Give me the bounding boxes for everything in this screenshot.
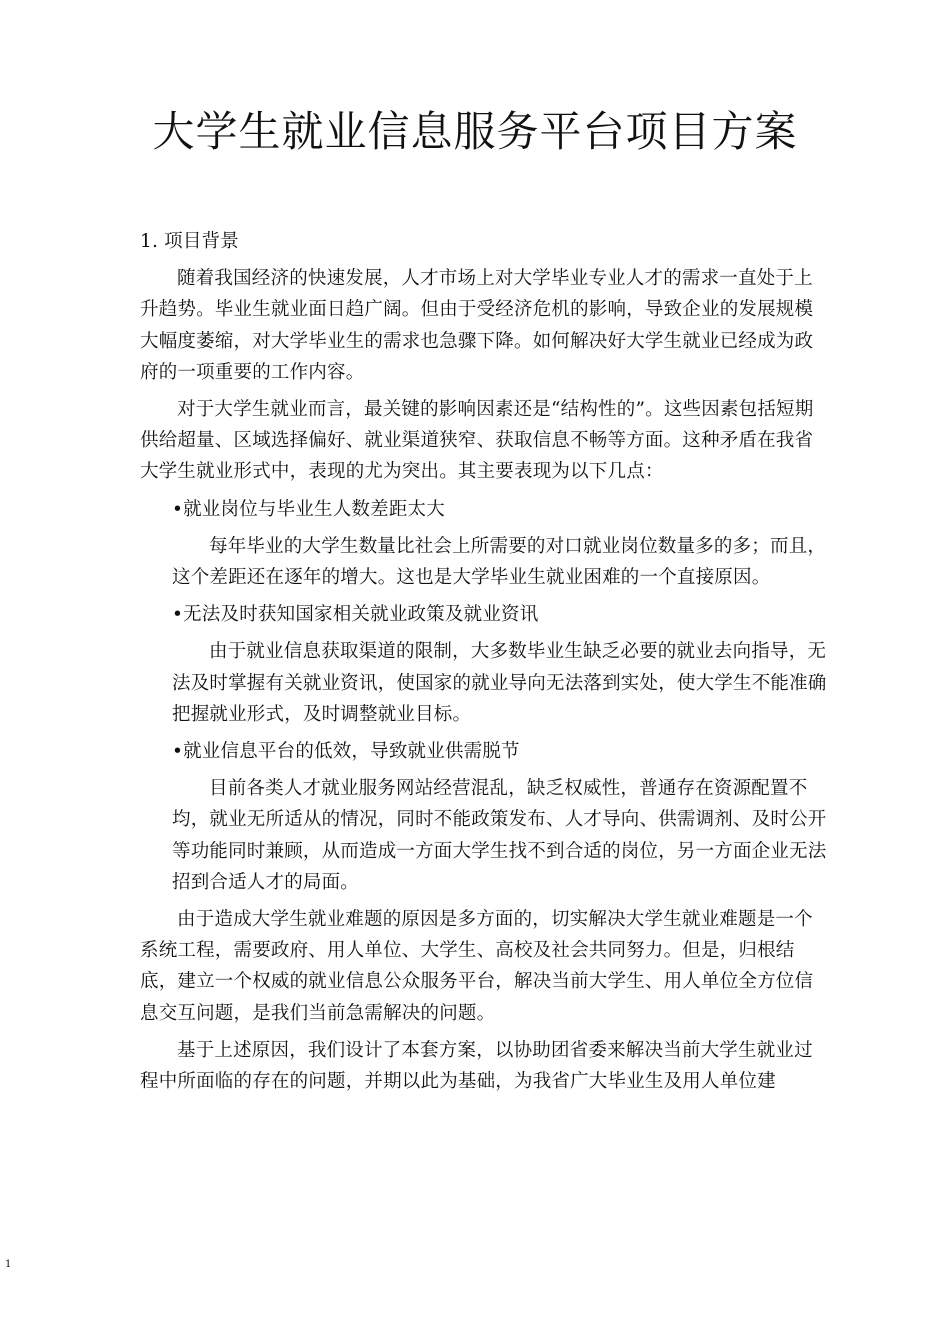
bullet-item-2: •无法及时获知国家相关就业政策及就业资讯 [172, 604, 539, 626]
bullet-item-1: •就业岗位与毕业生人数差距太大 [172, 498, 445, 520]
bullet-item-2-text: 由于就业信息获取渠道的限制，大多数毕业生缺乏必要的就业去向指导，无法及时掌握有关就业资讯，使国家的就业导向无法落到实处，使大学生不能准确把握就业形式，及时调整就业目标。 [172, 641, 827, 725]
document-body [140, 226, 830, 1103]
bullet-item-3-text: 目前各类人才就业服务网站经营混乱，缺乏权威性，普通存在资源配置不均，就业无所适从的情况，同时不能政策发布、人才导向、供需调剂、及时公开等功能同时兼顾，从而造成一方面大学生找不到合适的岗位，另一方面企业无法招到合适人才的局面。 [172, 778, 827, 893]
paragraph-background-4: 基于上述原因，我们设计了本套方案，以协助团省委来解决当前大学生就业过程中所面临的存在的问题，并期以此为基础，为我省广大毕业生及用人单位建 [140, 1039, 813, 1093]
section-heading: 1. 项目背景 [140, 231, 239, 252]
bullet-item-3: •就业信息平台的低效，导致就业供需脱节 [172, 741, 520, 763]
paragraph-background-2: 对于大学生就业而言，最关键的影响因素还是“结构性的”。这些因素包括短期供给超量、区域选择偏好、就业渠道狭窄、获取信息不畅等方面。这种矛盾在我省大学生就业形式中，表现的尤为突出。其主要表现为以下几点： [140, 399, 814, 483]
paragraph-background-3: 由于造成大学生就业难题的原因是多方面的，切实解决大学生就业难题是一个系统工程，需要政府、用人单位、大学生、高校及社会共同努力。但是，归根结底，建立一个权威的就业信息公众服务平台，解决当前大学生、用人单位全方位信息交互问题，是我们当前急需解决的问题。 [140, 909, 814, 1024]
document-title: 大学生就业信息服务平台项目方案 [152, 107, 798, 156]
page-number: 1 [5, 1259, 12, 1270]
paragraph-background-1: 随着我国经济的快速发展，人才市场上对大学毕业专业人才的需求一直处于上升趋势。毕业生就业面日趋广阔。但由于受经济危机的影响，导致企业的发展规模大幅度萎缩，对大学毕业生的需求也急骤下降。如何解决好大学生就业已经成为政府的一项重要的工作内容。 [140, 268, 814, 383]
bullet-item-1-text: 每年毕业的大学生数量比社会上所需要的对口就业岗位数量多的多；而且，这个差距还在逐年的增大。这也是大学毕业生就业困难的一个直接原因。 [172, 535, 827, 589]
